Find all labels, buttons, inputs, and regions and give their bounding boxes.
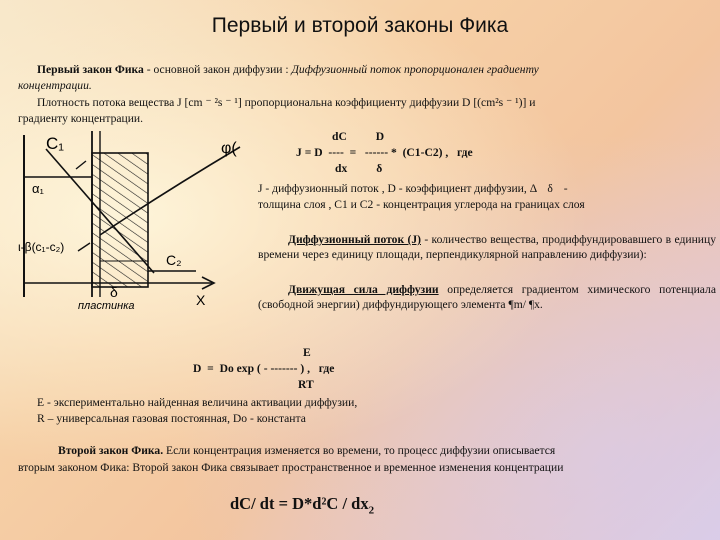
definitions-text: J - диффузионный поток , D - коэффициент диффузии, — [258, 182, 527, 195]
driving-force-term: Движущая сила диффузии — [288, 283, 439, 296]
first-law-statement: Диффузионный поток пропорционален градиенту — [291, 63, 539, 76]
definitions-symbols: Δ δ - — [529, 182, 572, 195]
formula3 — [230, 494, 374, 516]
formula1-denominators: dx δ — [335, 162, 383, 175]
definitions-line-1 — [258, 181, 572, 196]
definitions-line-2: толщина слоя , C1 и C2 - концентрация углерода на границах слоя — [258, 198, 585, 211]
formula2-bottom: RT — [298, 378, 314, 391]
flux-definition — [258, 232, 716, 262]
flux-density-line-2: градиенту концентрации. — [18, 112, 144, 125]
first-law-label: Первый закон Фика — [37, 63, 144, 76]
formula1-numerators: dC D — [332, 130, 385, 143]
formula2-main: D = Do exp ( - ------- ) , где — [193, 362, 335, 375]
formula3-main: dC/ dt = D*d²C / dx — [230, 494, 369, 513]
first-law-statement-cont: концентрации. — [18, 79, 92, 92]
driving-force — [258, 282, 716, 312]
arrow-mark — [76, 161, 86, 169]
formula2-top: E — [303, 346, 311, 359]
flux-term: Диффузионный поток (J) — [288, 233, 421, 246]
intro-line-1 — [37, 62, 539, 77]
alpha-label: α₁ — [32, 181, 44, 196]
slide-title: Первый и второй законы Фика — [211, 14, 509, 37]
flux-density-line-1: Плотность потока вещества J [cm ⁻ ²s ⁻ ¹] пропорциональна коэффициенту диффузии D [(cm²s ⁻ ¹)] и — [37, 96, 536, 109]
diffusion-diagram — [16, 131, 244, 311]
phi-label: φ( — [221, 140, 237, 157]
gradient-label: ι-β(c₁-c₂) — [18, 240, 65, 254]
second-law-line-2: вторым законом Фика: Второй закон Фика связывает пространственное и временное изменения концентрации — [18, 461, 564, 474]
flux-rest: - количество вещества, продиффундировавшего в единицу времени через единицу площади, перпендикулярной направлению диффузии): — [258, 233, 716, 261]
delta-label: δ — [110, 284, 118, 300]
activation-line-2: R – универсальная газовая постоянная, Do - константа — [37, 412, 306, 425]
second-law-label: Второй закон Фика. — [58, 444, 164, 457]
formula1-main: J = D ---- = ------ * (C1-C2) , где — [296, 146, 473, 159]
second-law-desc: Если концентрация изменяется во времени, то процесс диффузии описывается — [163, 444, 556, 457]
arrow-mark-2 — [78, 243, 90, 251]
plate-label: пластинка — [78, 300, 135, 311]
driving-force-rest: определяется градиентом химического потенциала (свободной энергии) диффундирующего элемента ¶m/ ¶x. — [258, 283, 716, 311]
first-law-desc: - основной закон диффузии : — [143, 63, 292, 76]
x-label: X — [196, 292, 206, 308]
c1-label: C₁ — [46, 134, 65, 153]
activation-line-1: E - экспериментально найденная величина активации диффузии, — [37, 396, 358, 409]
c2-label: C₂ — [166, 252, 182, 268]
second-law-line-1 — [58, 443, 555, 458]
formula3-sub: 2 — [368, 504, 375, 517]
